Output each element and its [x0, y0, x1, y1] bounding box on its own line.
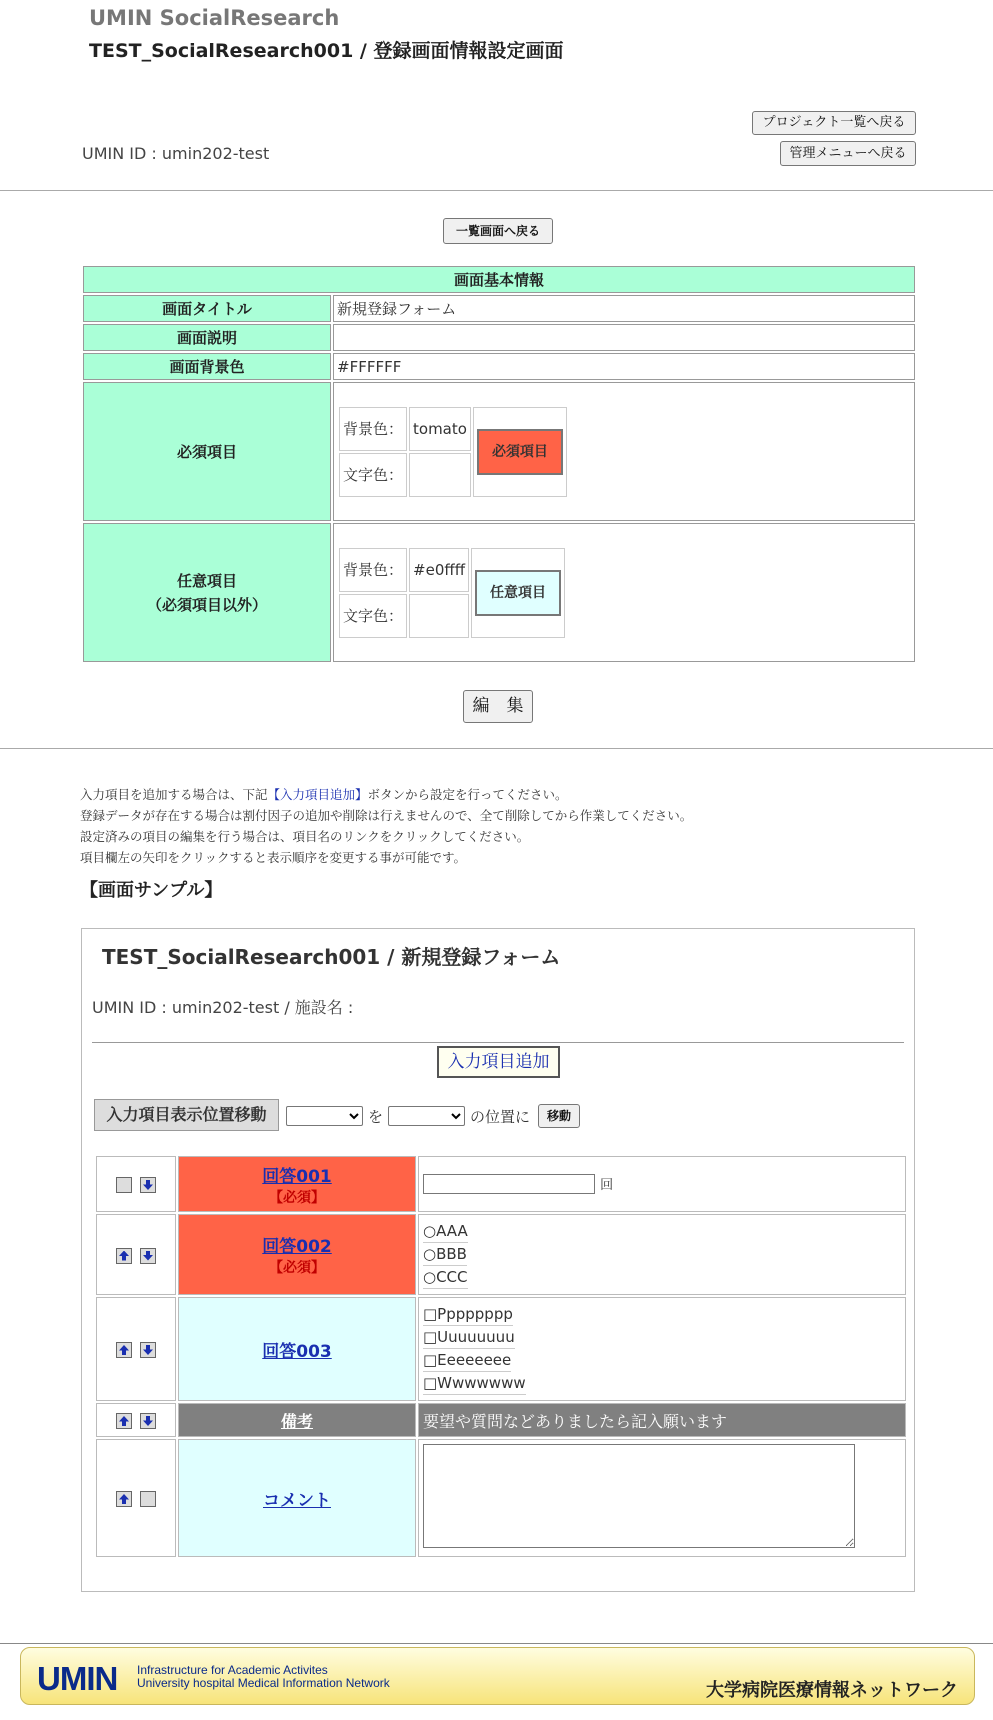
arrow-down-icon[interactable]: [140, 1413, 156, 1429]
optional-fg-value: [409, 594, 469, 638]
table-row: [96, 1214, 906, 1295]
required-bg-value: tomato: [409, 407, 471, 451]
arrow-up-icon[interactable]: [116, 1248, 132, 1264]
item-name-cell: [178, 1156, 416, 1212]
optional-color-table: [337, 546, 567, 640]
preview-divider: [92, 1042, 904, 1043]
comment-textarea[interactable]: [423, 1444, 855, 1548]
table-row: [96, 1297, 906, 1401]
required-fg-value: [409, 453, 471, 497]
basic-info-heading: 画面基本情報: [83, 266, 915, 293]
move-from-select[interactable]: [286, 1106, 363, 1126]
optional-bg-value: #e0ffff: [409, 548, 469, 592]
checkbox-option[interactable]: □Wwwwwww: [423, 1372, 526, 1395]
move-button[interactable]: 移動: [538, 1104, 580, 1128]
optional-settings: [333, 523, 915, 662]
required-bg-label: 背景色：: [339, 407, 407, 451]
items-table: [94, 1154, 908, 1559]
footer-banner: [20, 1647, 975, 1705]
radio-option[interactable]: ○BBB: [423, 1243, 467, 1266]
item-name-cell: [178, 1439, 416, 1557]
admin-menu-button[interactable]: 管理メニューへ戻る: [780, 141, 916, 166]
table-row: [96, 1156, 906, 1212]
move-wo-text: を: [368, 1108, 384, 1126]
optional-label-main: 任意項目: [176, 571, 237, 590]
note-line-3: 設定済みの項目の編集を行う場合は、項目名のリンクをクリックしてください。: [80, 829, 530, 844]
basic-info-table: [81, 264, 917, 664]
arrow-up-icon[interactable]: [116, 1342, 132, 1358]
item-text-input[interactable]: [423, 1174, 595, 1194]
unit-label: 回: [600, 1177, 614, 1193]
note-line-4: 項目欄左の矢印をクリックすると表示順序を変更する事が可能です。: [80, 850, 467, 865]
item-link[interactable]: 回答002: [262, 1237, 332, 1257]
item-link[interactable]: コメント: [263, 1490, 331, 1511]
item-link[interactable]: 回答003: [262, 1341, 332, 1362]
optional-sample: 任意項目: [475, 570, 561, 616]
project-list-button[interactable]: プロジェクト一覧へ戻る: [752, 111, 916, 135]
preview-title: TEST_SocialResearch001 / 新規登録フォーム: [102, 945, 561, 969]
checkbox-option[interactable]: □Pppppppp: [423, 1303, 513, 1326]
optional-fg-label: 文字色：: [339, 594, 407, 638]
item-textarea-cell: [418, 1439, 906, 1557]
arrow-disabled-icon: [140, 1491, 156, 1507]
optional-label-sub: （必須項目以外）: [146, 595, 267, 614]
instructions: [80, 784, 692, 868]
umin-logo: UMIN: [37, 1660, 118, 1697]
radio-option[interactable]: ○CCC: [423, 1266, 468, 1289]
note-line-1-pre: 入力項目を追加する場合は、下記: [80, 787, 268, 802]
arrow-up-icon[interactable]: [116, 1491, 132, 1507]
required-badge: 【必須】: [269, 1260, 325, 1276]
umin-id: UMIN ID : umin202-test: [82, 144, 270, 163]
form-preview: [81, 928, 915, 1592]
order-arrows: [96, 1297, 176, 1401]
order-arrows: [96, 1439, 176, 1557]
note-line-2: 登録データが存在する場合は割付因子の追加や削除は行えませんので、全て削除してから作業してください。: [80, 808, 693, 823]
item-name-cell: [178, 1297, 416, 1401]
arrow-down-icon[interactable]: [140, 1248, 156, 1264]
required-sample-cell: [473, 407, 567, 497]
footer-divider: [0, 1643, 993, 1644]
footer-english: [137, 1664, 390, 1690]
back-to-list-button[interactable]: 一覧画面へ戻る: [443, 218, 553, 244]
radio-option[interactable]: ○AAA: [423, 1220, 468, 1243]
order-arrows: [96, 1156, 176, 1212]
desc-label: 画面説明: [83, 324, 331, 351]
bg-value: #FFFFFF: [333, 353, 915, 380]
title-value: 新規登録フォーム: [333, 295, 915, 322]
item-options-cell: [418, 1214, 906, 1295]
optional-label: [83, 523, 331, 662]
required-sample: 必須項目: [477, 429, 563, 475]
checkbox-option[interactable]: □Uuuuuuuu: [423, 1326, 515, 1349]
item-link[interactable]: 備考: [280, 1411, 313, 1431]
bg-label: 画面背景色: [83, 353, 331, 380]
remarks-text: 要望や質問などありましたら記入願います: [418, 1403, 906, 1437]
move-position-label: 入力項目表示位置移動: [94, 1099, 279, 1131]
required-fg-label: 文字色：: [339, 453, 407, 497]
optional-bg-label: 背景色：: [339, 548, 407, 592]
note-line-1-highlight: 【入力項目追加】: [267, 787, 368, 802]
table-row: [96, 1403, 906, 1437]
header-divider: [0, 190, 993, 191]
required-badge: 【必須】: [269, 1189, 325, 1206]
preview-umin-id: UMIN ID : umin202-test / 施設名 :: [92, 998, 354, 1017]
footer-line-1: Infrastructure for Academic Activites: [137, 1663, 328, 1677]
app-name: UMIN SocialResearch: [89, 6, 340, 30]
add-item-button[interactable]: 入力項目追加: [437, 1046, 560, 1078]
order-arrows: [96, 1214, 176, 1295]
move-to-select[interactable]: [388, 1106, 465, 1126]
required-color-table: [337, 405, 569, 499]
item-options-cell: [418, 1297, 906, 1401]
title-label: 画面タイトル: [83, 295, 331, 322]
note-line-1-post: ボタンから設定を行ってください。: [367, 787, 568, 802]
item-input-cell: [418, 1156, 906, 1212]
item-name-cell: [178, 1214, 416, 1295]
item-name-cell: [178, 1403, 416, 1437]
required-label: 必須項目: [83, 382, 331, 521]
footer-line-2: University hospital Medical Information Network: [137, 1676, 390, 1690]
sample-heading: 【画面サンプル】: [80, 880, 223, 901]
edit-button[interactable]: 編 集: [463, 690, 533, 723]
optional-sample-cell: [471, 548, 565, 638]
order-arrows: [96, 1403, 176, 1437]
table-row: [96, 1439, 906, 1557]
section-divider: [0, 748, 993, 749]
item-link[interactable]: 回答001: [262, 1166, 332, 1187]
arrow-down-icon[interactable]: [140, 1342, 156, 1358]
page-title: TEST_SocialResearch001 / 登録画面情報設定画面: [89, 40, 564, 62]
checkbox-option[interactable]: □Eeeeeeee: [423, 1349, 511, 1372]
desc-value: [333, 324, 915, 351]
footer-japanese: 大学病院医療情報ネットワーク: [706, 1680, 958, 1701]
arrow-down-icon[interactable]: [140, 1177, 156, 1193]
arrow-disabled-icon: [116, 1177, 132, 1193]
move-position-text: の位置に: [470, 1108, 531, 1126]
note-line-1: [80, 784, 692, 805]
arrow-up-icon[interactable]: [116, 1413, 132, 1429]
required-settings: [333, 382, 915, 521]
